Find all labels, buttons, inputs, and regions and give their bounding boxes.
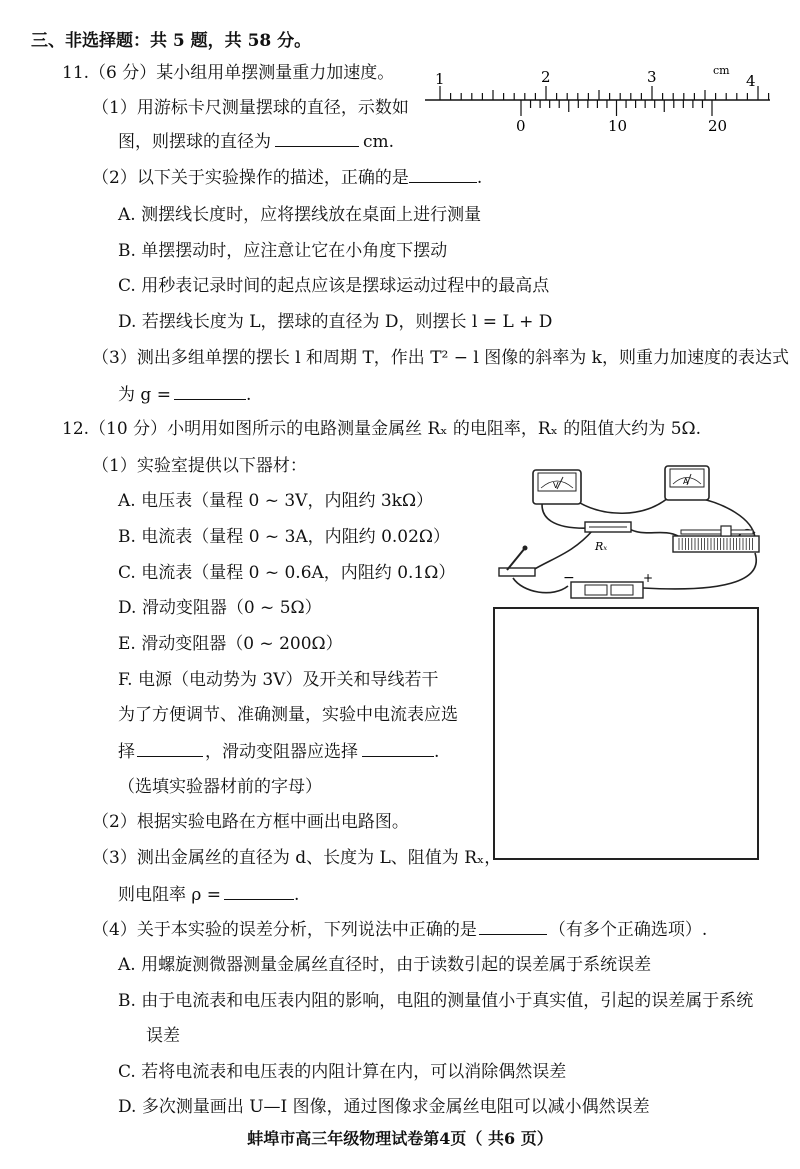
switch-icon [499,546,535,577]
q12-error-b-line1: B. 由于电流表和电压表内阻的影响，电阻的测量值小于真实值，引起的误差属于系统 [118,991,754,1011]
q11-part3-line2: 为 g = . [118,385,252,405]
q12-part1: （1）实验室提供以下器材： [92,456,307,476]
q11-option-c: C. 用秒表记录时间的起点应该是摆球运动过程中的最高点 [118,276,550,296]
circuit-diagram-answer-box[interactable] [493,607,759,860]
q12-part3-line1: （3）测出金属丝的直径为 d、长度为 L、阻值为 Rₓ， [92,848,502,868]
q12-equip-a: A. 电压表（量程 0 ~ 3V，内阻约 3kΩ） [118,491,434,511]
q12-choose-text1: 择 [118,742,135,762]
q12-error-b-line2: 误差 [146,1026,180,1046]
battery-minus-label: − [563,570,575,586]
q12-part2: （2）根据实验电路在方框中画出电路图。 [92,812,409,832]
q12-part3-text: 则电阻率 ρ = [118,885,222,905]
resistor-label: Rₓ [595,540,608,553]
caliper-main-scale [440,86,769,100]
ammeter-icon [665,466,709,500]
ammeter-label: A [683,477,689,486]
q12-choose-line2: 择 ，滑动变阻器应选择 . [118,742,440,762]
voltmeter-icon [533,470,581,504]
q11-stem: 11.（6 分）某小组用单摆测量重力加速度。 [62,63,395,83]
caliper-unit: cm [713,64,730,77]
q11-part2: （2）以下关于实验操作的描述，正确的是 . [92,168,483,188]
caliper-vernier-label-0: 0 [516,117,526,135]
q12-rho-blank[interactable] [224,883,294,900]
battery-icon [563,570,653,598]
q12-part3-line2: 则电阻率 ρ = . [118,885,300,905]
q12-stem: 12.（10 分）小明用如图所示的电路测量金属丝 Rₓ 的电阻率，Rₓ 的阻值大约为 5Ω. [62,419,702,439]
caliper-vernier-label-20: 20 [708,117,728,135]
q12-rheostat-blank[interactable] [362,740,434,757]
q12-error-c: C. 若将电流表和电压表的内阻计算在内，可以消除偶然误差 [118,1062,567,1082]
vernier-caliper-figure [425,62,770,142]
q12-part4-tail: （有多个正确选项）. [548,920,708,940]
resistor-wire-icon [585,522,631,553]
q11-part2-text: （2）以下关于实验操作的描述，正确的是 [92,168,409,188]
q11-part1-line2 [118,130,394,153]
caliper-main-label-4: 4 [746,72,756,90]
q11-part1-text: 图，则摆球的直径为 [118,132,271,152]
q12-part4-text: （4）关于本实验的误差分析，下列说法中正确的是 [92,920,477,940]
caliper-main-label-3: 3 [647,68,657,86]
q12-choose-text2: ，滑动变阻器应选择 [205,742,358,762]
q11-g-blank[interactable] [174,383,246,400]
voltmeter-label: V [553,481,559,490]
q11-option-b: B. 单摆摆动时，应注意让它在小角度下摆动 [118,241,448,261]
q12-choose-line1: 为了方便调节、准确测量，实验中电流表应选 [118,705,458,725]
q12-equip-f: F. 电源（电动势为 3V）及开关和导线若干 [118,670,439,690]
q12-ammeter-blank[interactable] [137,740,203,757]
q11-diameter-blank[interactable] [275,130,359,147]
caliper-main-label-1: 1 [435,70,445,88]
q12-equip-d: D. 滑动变阻器（0 ~ 5Ω） [118,598,322,618]
q12-equip-b: B. 电流表（量程 0 ~ 3A，内阻约 0.02Ω） [118,527,451,547]
caliper-main-label-2: 2 [541,68,551,86]
q11-part3-text: 为 g = [118,385,171,405]
q11-part1-line1: （1）用游标卡尺测量摆球的直径，示数如 [92,98,409,118]
q12-error-a: A. 用螺旋测微器测量金属丝直径时，由于读数引起的误差属于系统误差 [118,955,652,975]
page-footer: 蚌埠市高三年级物理试卷第4页（ 共6 页） [247,1129,553,1148]
q11-option-d: D. 若摆线长度为 L，摆球的直径为 D，则摆长 l = L + D [118,312,553,332]
section-title: 三、非选择题：共 5 题，共 58 分。 [31,31,312,51]
q11-part3-line1: （3）测出多组单摆的摆长 l 和周期 T，作出 T² − l 图像的斜率为 k，则重力加速度的表达式 [92,348,789,368]
q11-part2-blank[interactable] [409,166,477,183]
caliper-vernier-label-10: 10 [608,117,628,135]
q12-equip-e: E. 滑动变阻器（0 ~ 200Ω） [118,634,343,654]
q11-option-a: A. 测摆线长度时，应将摆线放在桌面上进行测量 [118,205,482,225]
caliper-vernier-scale [521,100,712,116]
q12-part4-blank[interactable] [479,918,547,935]
q12-equip-c: C. 电流表（量程 0 ~ 0.6A，内阻约 0.1Ω） [118,563,456,583]
circuit-apparatus-figure [493,458,775,608]
q12-error-d: D. 多次测量画出 U—I 图像，通过图像求金属丝电阻可以减小偶然误差 [118,1097,650,1117]
battery-plus-label: + [643,571,654,585]
q12-choose-note: （选填实验器材前的字母） [118,777,322,797]
q12-part4 [92,918,707,941]
rheostat-icon [673,526,759,552]
q11-unit: cm. [363,132,395,152]
